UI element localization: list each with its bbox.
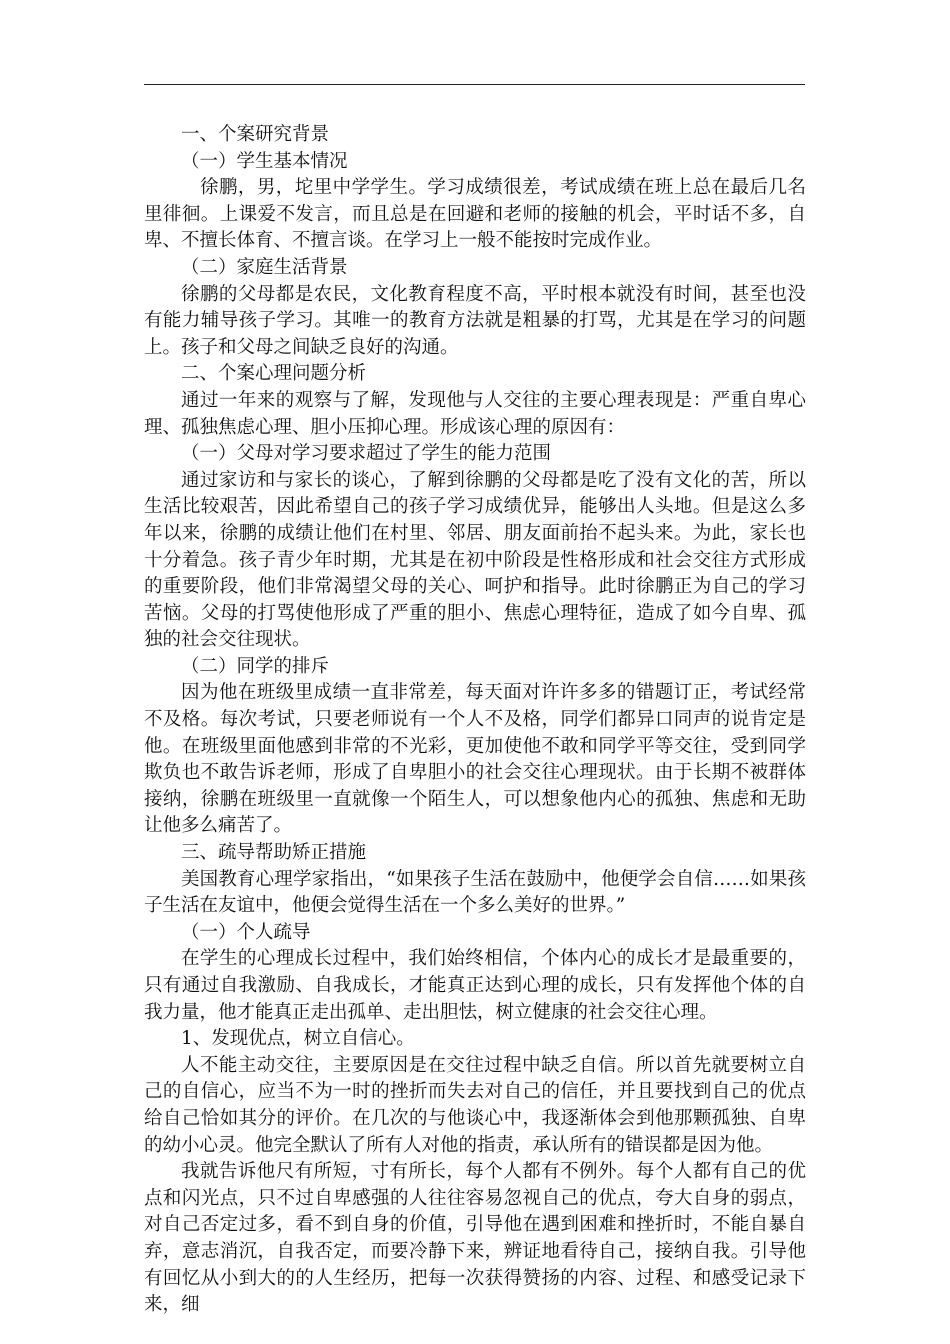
- paragraph: 徐鹏的父母都是农民，文化教育程度不高，平时根本就没有时间，甚至也没有能力辅导孩子学习。其唯一的教育方法就是粗暴的打骂，尤其是在学习的问题上。孩子和父母之间缺乏良好的沟通。: [144, 283, 806, 358]
- header-rule: [144, 84, 805, 85]
- subsection-heading: （一）父母对学习要求超过了学生的能力范围: [181, 443, 552, 465]
- paragraph: 人不能主动交往，主要原因是在交往过程中缺乏自信。所以首先就要树立自己的自信心，应当不为一时的挫折而失去对自己的信任，并且要找到自己的优点给自己恰如其分的评价。在几次的与他谈心中，我逐渐体会到他那颗孤独、自卑的幼小心灵。他完全默认了所有人对他的指责，承认所有的错误都是因为他。: [144, 1054, 806, 1156]
- subsection-heading: （一）个人疏导: [181, 921, 311, 943]
- section-heading: 三、疏导帮助矫正措施: [181, 842, 367, 864]
- paragraph: 在学生的心理成长过程中，我们始终相信，个体内心的成长才是最重要的，只有通过自我激励、自我成长，才能真正达到心理的成长，只有发挥他个体的自我力量，他才能真正走出孤单、走出胆怯，树立健康的社会交往心理。: [144, 948, 806, 1023]
- paragraph: 通过一年来的观察与了解，发现他与人交往的主要心理表现是：严重自卑心理、孤独焦虑心理、胆小压抑心理。形成该心理的原因有：: [144, 389, 806, 438]
- subsection-heading: （一）学生基本情况: [181, 150, 348, 172]
- subsection-heading: （二）家庭生活背景: [181, 256, 348, 278]
- paragraph: 通过家访和与家长的谈心，了解到徐鹏的父母都是吃了没有文化的苦，所以生活比较艰苦，因此希望自己的孩子学习成绩优异，能够出人头地。但是这么多年以来，徐鹏的成绩让他们在村里、邻居、朋友面前抬不起头来。为此，家长也十分着急。孩子青少年时期，尤其是在初中阶段是性格形成和社会交往方式形成的重要阶段，他们非常渴望父母的关心、呵护和指导。此时徐鹏正为自己的学习苦恼。父母的打骂使他形成了严重的胆小、焦虑心理特征，造成了如今自卑、孤独的社会交往现状。: [144, 469, 806, 651]
- paragraph: 我就告诉他尺有所短，寸有所长，每个人都有不例外。每个人都有自己的优点和闪光点，只不过自卑感强的人往往容易忽视自己的优点，夸大自身的弱点，对自己否定过多，看不到自身的价值，引导他在遇到困难和挫折时，不能自暴自弃，意志消沉，自我否定，而要冷静下来，辨证地看待自己，接纳自我。引导他有回忆从小到大的的人生经历，把每一次获得赞扬的内容、过程、和感受记录下来，细: [144, 1161, 806, 1316]
- document-body: [144, 122, 806, 1319]
- section-heading: 二、个案心理问题分析: [181, 363, 367, 385]
- section-heading: 一、个案研究背景: [181, 124, 330, 145]
- item-heading: 1、发现优点，树立自信心。: [181, 1028, 415, 1050]
- paragraph: 徐鹏，男，坨里中学学生。学习成绩很差，考试成绩在班上总在最后几名里徘徊。上课爱不发言，而且总是在回避和老师的接触的机会，平时话不多，自卑、不擅长体育、不擅言谈。在学习上一般不能按时完成作业。: [144, 177, 806, 252]
- paragraph: 美国教育心理学家指出，“如果孩子生活在鼓励中，他便学会自信……如果孩子生活在友谊中，他便会觉得生活在一个多么美好的世界。”: [144, 868, 806, 917]
- subsection-heading: （二）同学的排斥: [181, 655, 330, 677]
- paragraph: 因为他在班级里成绩一直非常差，每天面对许许多多的错题订正，考试经常不及格。每次考试，只要老师说有一个人不及格，同学们都异口同声的说肯定是他。在班级里面他感到非常的不光彩，更加使他不敢和同学平等交往，受到同学欺负也不敢告诉老师，形成了自卑胆小的社会交往心理现状。由于长期不被群体接纳，徐鹏在班级里一直就像一个陌生人，可以想象他内心的孤独、焦虑和无助让他多么痛苦了。: [144, 682, 806, 837]
